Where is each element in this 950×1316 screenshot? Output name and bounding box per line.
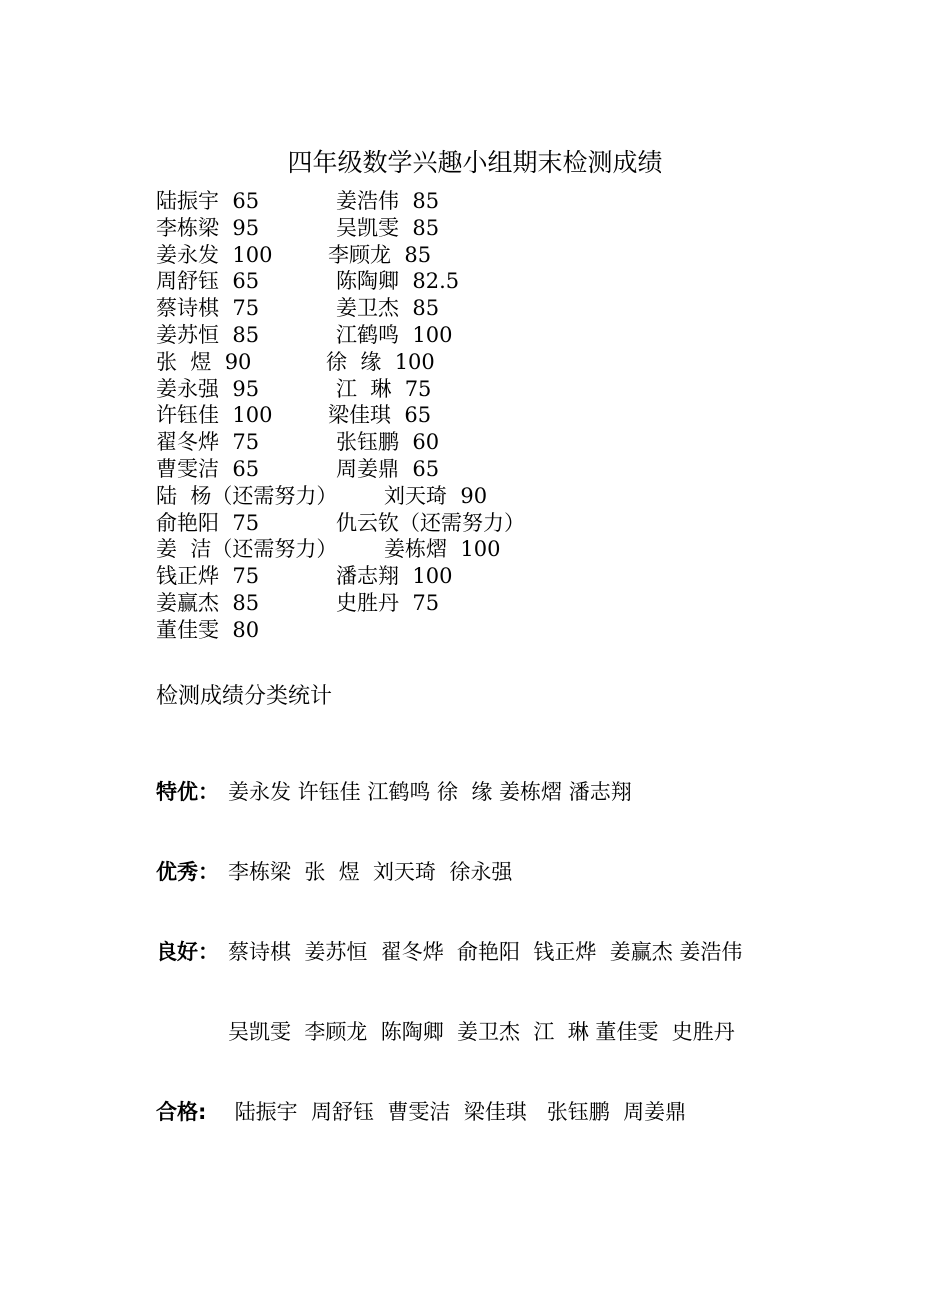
page-title: 四年级数学兴趣小组期末检测成绩 (287, 148, 663, 177)
category-label: 优秀 (156, 860, 198, 884)
score-entry-left: 姜苏恒 85 (156, 322, 260, 347)
score-entry-right: 史胜丹 75 (336, 590, 440, 615)
score-row (156, 402, 796, 429)
score-list (156, 188, 796, 644)
score-entry-left: 钱正烨 75 (156, 564, 260, 589)
score-entry-left: 蔡诗棋 75 (156, 296, 260, 321)
score-entry-left: 姜 洁（还需努力） (156, 537, 338, 562)
category-separator: : (198, 1100, 207, 1124)
score-entry-right: 刘天琦 90 (384, 483, 488, 508)
score-entry-right: 江鹤鸣 100 (336, 322, 453, 347)
score-entry-right: 仇云钦（还需努力） (336, 510, 525, 535)
score-row (156, 536, 796, 563)
score-entry-left: 许钰佳 100 (156, 403, 273, 428)
score-entry-left: 周舒钰 65 (156, 269, 260, 294)
category-separator: ： (198, 860, 219, 884)
category-excellent (156, 857, 513, 887)
score-row (156, 295, 796, 322)
category-names: 姜永发 许钰佳 江鹤鸣 徐 缘 姜栋熠 潘志翔 (228, 780, 632, 804)
score-entry-right: 吴凯雯 85 (336, 215, 440, 240)
score-entry-left: 李栋梁 95 (156, 215, 260, 240)
category-label: 合格 (156, 1100, 198, 1124)
score-row (156, 483, 796, 510)
score-entry-left: 俞艳阳 75 (156, 510, 260, 535)
category-label: 特优 (156, 780, 198, 804)
category-separator: ： (198, 940, 219, 964)
score-entry-right: 陈陶卿 82.5 (336, 269, 460, 294)
score-entry-left: 陆振宇 65 (156, 189, 260, 213)
score-entry-left: 姜永发 100 (156, 242, 273, 267)
score-entry-right: 徐 缘 100 (326, 349, 435, 374)
category-separator: ： (198, 780, 219, 804)
score-entry-left: 董佳雯 80 (156, 617, 260, 642)
score-row (156, 456, 796, 483)
category-label: 良好 (156, 940, 198, 964)
score-row (156, 188, 796, 215)
score-entry-right: 潘志翔 100 (336, 564, 453, 589)
score-row (156, 376, 796, 403)
category-pass (156, 1097, 687, 1127)
score-row (156, 590, 796, 617)
score-entry-right: 张钰鹏 60 (336, 430, 440, 455)
score-entry-left: 翟冬烨 75 (156, 430, 260, 455)
category-good (156, 937, 743, 967)
score-row (156, 563, 796, 590)
score-entry-right: 李顾龙 85 (328, 242, 432, 267)
score-row (156, 510, 796, 537)
score-entry-right: 姜浩伟 85 (336, 189, 440, 213)
category-names: 陆振宇 周舒钰 曹雯洁 梁佳琪 张钰鹏 周姜鼎 (228, 1100, 687, 1124)
category-names: 蔡诗棋 姜苏恒 翟冬烨 俞艳阳 钱正烨 姜赢杰 姜浩伟 (228, 940, 743, 964)
score-row (156, 215, 796, 242)
score-row (156, 349, 796, 376)
score-entry-right: 周姜鼎 65 (336, 456, 440, 481)
score-entry-right: 姜栋熠 100 (384, 537, 501, 562)
stats-heading: 检测成绩分类统计 (156, 684, 333, 709)
category-names: 李栋梁 张 煜 刘天琦 徐永强 (228, 860, 513, 884)
score-entry-right: 姜卫杰 85 (336, 296, 440, 321)
score-entry-left: 陆 杨（还需努力） (156, 483, 338, 508)
score-row (156, 617, 796, 644)
score-row (156, 322, 796, 349)
score-entry-left: 张 煜 90 (156, 349, 252, 374)
score-entry-left: 姜赢杰 85 (156, 590, 260, 615)
score-row (156, 242, 796, 269)
score-entry-left: 曹雯洁 65 (156, 456, 260, 481)
score-entry-left: 姜永强 95 (156, 376, 260, 401)
category-excellent-plus (156, 777, 632, 807)
score-row (156, 268, 796, 295)
score-entry-right: 梁佳琪 65 (328, 403, 432, 428)
score-row (156, 429, 796, 456)
score-entry-right: 江 琳 75 (336, 376, 432, 401)
category-names: 吴凯雯 李顾龙 陈陶卿 姜卫杰 江 琳 董佳雯 史胜丹 (228, 1020, 735, 1044)
